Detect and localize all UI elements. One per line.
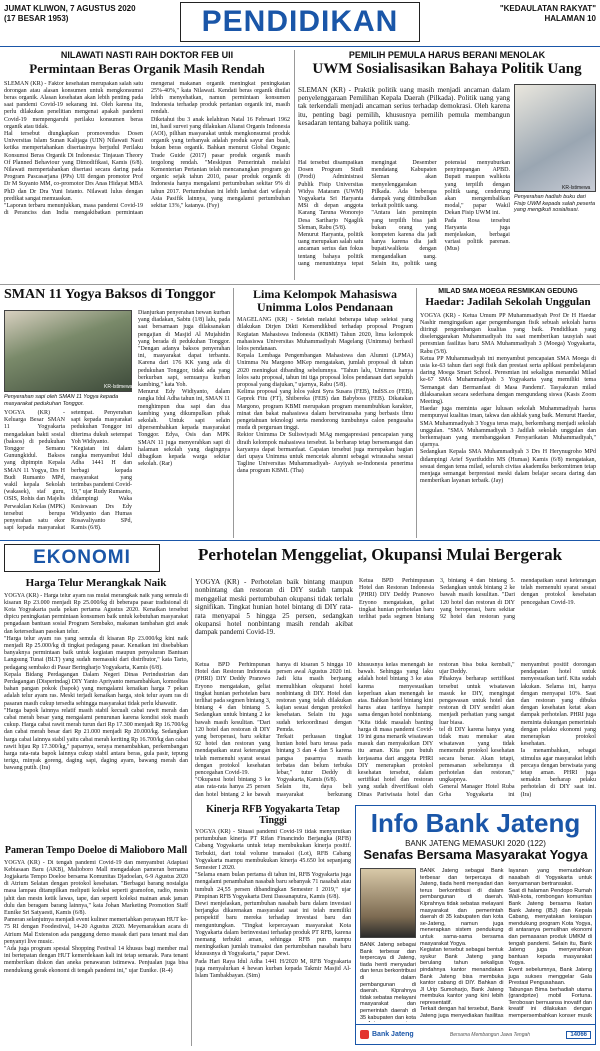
article-paragraph: "Antara lain pemimpin yang terpilih bisa jadi bukan orang yang kompeten karena dia jadi hanya karena dia jadi bupati/walikota dengan mengandalkan uang. Selain itu, politik uang potensial menyuburkan penyimpangan APBD. Bupati maupun walikota yang terpilih dengan politik uang, cenderung akan mengembalikan modal," papar Wakil Dekan Fisip UWM ini. <box>371 160 510 267</box>
article-lede: YOGYA (KR) - Perhotelan baik bintang maupun nonbintang dan restoran di DIY sudah tampak menggeliat meski pertumbuhan okupansi tidak terlalu signifikan. Tingkat hunian hotel bintang di DIY rata-rata menyapai 5 hingga 25 persen, sedangkan okupansi hotel nonbintang masih rendah akibat dampak pandemi Covid-19. <box>195 578 353 637</box>
article-beras-organik <box>4 50 290 282</box>
article-paragraph: Dianjurkan penyerahan hewan kurban yang diadakan, Sabtu (1/8) lalu, pada saat bersamaan juga dilaksanakan pengajian di Masjid Al Mujahidin yang berada di pedukuhan Tonggor. "Dengan adanya baksos penyerahan ini, masyarakat dapat terbantu. Karena dari 176 KK yang ada di pedukuhan Tonggor, tidak ada yang berkurban sapi, semuanya kurban kambing," kata Yoh. <box>138 310 230 389</box>
article-perhotelan <box>195 578 596 800</box>
article-paragraph: Ketua BPD Perhimpunan Hotel dan Restoran Indonesia (PHRI) DIY Deddy Pranowo Eryono mengatakan, geliat tingkat hunian perhotelan baru terlihat pada segmen bintang 3, bintang 4 dan bintang 5. Sedangkan untuk bintang 2 ke bawah masih kesulitan. "Dari 120 hotel dan restoran di DIY yang beroperasi, baru sekitar 92 hotel dan restoran yang mendapatkan surat keterangan telah memenuhi syarat sesuai dengan protokol kesehatan pencegahan Covid-19. <box>195 662 271 777</box>
article-headline: Haedar: Jadilah Sekolah Unggulan <box>425 296 591 308</box>
article-paragraph: Rektor Unimma Dr Suliswiyadi MAg mengapresiasi pencapaian yang diraih kelompok mahasiswa tersebut. Ia berharap tetap bersemangat dan karyanya dapat bermanfaat. Capaian tersebut juga merupakan bagian dari upaya Unimma untuk mencetak alumni sebagai wirausaha sesuai Tagline Universitas Muhammadiyah- Asyiyah se-Indonesia penerima dana program KBMI. (Tha) <box>237 432 413 475</box>
article-haedar <box>420 288 596 538</box>
publication-info <box>500 4 596 24</box>
article-paragraph: "Harga telur ayam ras yang semula di kisaran Rp 23.000/kg kini naik menjadi Rp 25.000/kg di tingkat pedagang pasar. Kenaikan ini disebabkan banyaknya permintaan baik untuk kegiatan maupun penyaluran Bantuan Langsung Tunai (BLT) yang sudah memasuki dari distributor," kata Tarto, pedagang sembako di Pasar Beringharjo Yogyakarta, Kamis (6/8). <box>4 635 188 671</box>
article-paragraph: "Kita tidak masalah banting harga di masa pandemi Covid-19 ini guna menarik wisatawan masuk dan menyaksikan DIY itu aman. Kita pun butuh kerjasama dari anggota PHRI DIY menerapkan protokol kesehatan tersebut, dalam sertifikat hotel dan restoran yang sudah diverifikasi oleh Dinas Pariwisata hotel dan restoran bisa buka kembali," ujar Deddy. <box>357 662 515 798</box>
article-body <box>4 860 188 1042</box>
advertorial-paragraph: Terkait dengan hal tersebut, Bank Jateng juga menyediakan fasilitas layanan yang memudahkan nasabah di Yogyakarta untuk kenyamanan bertransaksi. <box>420 868 592 1020</box>
article-unimma <box>237 288 413 538</box>
column-divider <box>294 50 295 280</box>
article-paragraph: Kepala Bidang Perdagangan Dalam Negeri Dinas Perindustrian dan Perdagangan (Disperindag) DIY Yanto Apriyanto menambahkan, komoditas bahan pangan pokok (bapok) yang mengalami kenaikan harga 7 pekan adalah telur ayam ras. Meski terjadi kenaikan harga, stok telur ayam ras di pasaran masih cukup tersedia sehingga masyarakat tidak perlu khawatir. <box>4 671 188 707</box>
column-divider <box>416 288 417 538</box>
article-politik-uang <box>298 50 596 282</box>
article-paragraph: "Selama enam bulan pertama di tahun ini, RFB Yogyakarta juga mengalami penambahan nasabah baru sebanyak 71 nasabah atau tumbuh 24,55 persen dibandingkan Semester I 2019," ujar Pimpinan RFB Yogyakarta Deni Dassanaputra, Kamis (6/8). <box>195 872 351 900</box>
article-sman11 <box>4 288 230 538</box>
issue-date <box>4 4 136 24</box>
bank-logo <box>360 1030 414 1039</box>
article-paragraph: Kelima proposal yang lolos yakni Syra Susara (FEB), IndSS.co (FEB), Geprek Fitu (FT), Shibereka (FEB) dan Babyboss (FEB). Dikatakan Margono, program KBMI merupakan program menumbuhkan karakter, minat dan bakat mahasiswa dalam berwirausaha yang berbasis ilmu pengetahuan teknologi serta mendorong tumbuhnya calon pengusaha muda di perguruan tinggi. <box>237 389 413 432</box>
advertorial-footer <box>356 1024 595 1044</box>
article-paragraph: tel di DIY karena hanya yang tidak mau menukar atau wisatawan yang tidak memenuhi protokol kesehatan secara benar. Akan tetapi, pemesanan sebelumnya di perhotelan dan restoran," ungkapnya. <box>439 726 515 784</box>
article-paragraph: Menurut Edy Widiyanto, dalam rangka Idul Adha tahun ini, SMAN 11 menghimpun dua sapi dan dua kambing yang dikumpulkan pihak sekolah. Untuk sapi selain dipersembahkan kepada masyarakat Tonggor. Edya, Osis dan MPK SMAN 11 juga menyerahkan sapi di halaman sekolah yang dagingnya dibagikan kepada warga sekitar sekolah. (Rar) <box>138 389 230 468</box>
page-header <box>0 0 600 48</box>
article-paragraph: Sedangkan Kepala SMA Muhammadiyah 3 Drs H Herynugroho MPd didampingi Arief Syarifuddin MS (Humas) Kamis (6/8) mengatakan, sesuai dengan tema milad, seluruh civitas akademika berkomitmen tetap menjaga semangat berprestasi meski dalam belajar secara daring dan memberikan layanan terbaik. (Jay) <box>420 449 596 485</box>
article-paragraph: Pada Rosa tersebut Haryanta juga menjelaskan, berbagai variasi politik parenan. (Mus) <box>444 217 510 253</box>
article-paragraph: General Manager Hotel Ruba Grha Yogyakarta ini menyambut positif dorongan pendapatan hotel untuk menyesuaikan tarif. Kita sudah lakukan. Selama ini, hanya dengan menyapai 10%. Saat dan restoran yang dibuka dengan kesehatan ketat akan dampak perhotelan. PHRI juga meminta dukungan pemerintah dengan pelaku ekonomi yang menerapkan protokol kesehatan. <box>439 662 596 798</box>
advertorial-kicker: BANK JATENG MEMASUKI 2020 (122) <box>405 839 546 848</box>
event-photo <box>514 84 596 192</box>
column-divider <box>191 578 192 1046</box>
article-headline: Lima Kelompok Mahasiswa Unimma Lolos Pendanaan <box>252 287 397 314</box>
article-kicker: PEMILIH PEMULA HARUS BERANI MENOLAK <box>348 50 546 60</box>
section-rule <box>0 540 600 541</box>
event-photo <box>4 310 132 392</box>
bank-phone: 14066 <box>566 1031 591 1039</box>
article-body-left <box>4 410 132 536</box>
photo-credit: KR-Istimewa <box>104 384 133 390</box>
article-paragraph: Pameran selanjutnya menjadi event kuliner memeriahkan perayaan HUT ke-75 RI dengan Foodestival, 14-20 Agustus 2020. Meyemarakkan acara di Atrium Mal Extension ada panggung demo masak dari para tenant mal dan penyanyi live music. <box>4 917 188 945</box>
article-pameran <box>4 846 188 1046</box>
article-paragraph: Terkait perluasan tingkat hunian hotel baru terasa pada bintang 3 dan 4 dan 5 karena pangsa pasarnya masih terbatas dan belum terbuka lebar," tutur Deddy di Yogyakarta, Kamis (6/8). <box>276 734 352 784</box>
director-portrait <box>360 868 416 938</box>
advertorial-paragraph: Kegiatan tersebut sebagai bentuk syukur Bank Jateng yang berulang tahun sekaligus pindahnya kantor menandakan Bank Jateng bisa membuka kantor cabang di DIY. Bahkan di Jl Urip Sumoharjo, Bank Jateng membuka kantor yang kini lebih representatif. <box>420 947 504 1006</box>
bank-tagline: Bersama Membangun Jawa Tengah <box>449 1031 531 1038</box>
photo-caption: Penyerahan hadiah buku dari Fisip UWM kepada salah peserta yang mengikuti sosialisasi. <box>514 194 596 213</box>
article-headline: Kinerja RFB Yogyakarta Tetap Tinggi <box>206 804 340 826</box>
article-paragraph: "Okupansi hotel bintang 3 ke atas rata-rata hanya 25 persen dan hotel bintang 2 ke bawah hanya di kisaran 5 hingga 10 persen awal Agustus 2020 ini. Jadi kita masih berjuang memulihkan okupansi hotel nonbintang di DIY. Hotel dan restoran yang telah dilakukan kajian sesuai dengan protokol kesehatan. Selain itu juga sudah terkoordinasi dengan Pemda. <box>195 662 352 798</box>
article-body <box>298 160 510 280</box>
article-lede: SLEMAN (KR) - Praktik politik uang masih menjadi ancaman dalam penyelenggaraan Pemilihan Kepala Daerah (Pilkada). Politik uang yang tak terkendali menjadi ancaman serius terhadap demokrasi. Oleh karena itu, penting bagi pemilih, khususnya pemilih pemula membangun kesadaran tentang bahaya politik uang. <box>298 86 510 127</box>
article-paragraph: Haedar juga meminta agar lulusan sekolah Muhammadiyah harus mempunyai kualitas iman, takwa dan akhlak yang baik. Menurut Haedar, SMA Muhammadiyah 3 Yogya terus maju, berkembang menjadi sekolah unggulan. "SMA Muhammadiyah 3 Jadilah sekolah unggulan dan berkemajuan yang membanggakan Persyarikatan Muhammadiyah," ujarnya. <box>420 406 596 449</box>
article-paragraph: Diketahui ibu 3 anak kelahiran Natal 16 Februari 1962 ini, hasil survei yang dilakukan Aliansi Organis Indonesia (AOI), pilihan masyarakat untuk mengkonsumsi produk organik yang terbanyak adalah produk sayur dan buah, bukan beras organik. Bahkan menurut Global Organic Trade Guide (2017) pasar produk organik masih tergolong rendah. "Meskipun Pemerintah melalui Kementerian Pertanian telah mencanangkan program go organic sejak tahun 2010, pasar produk organik di Indonesia hanya mengalami pertumbuhan sekitar 9% di tahun 2017. Pertumbuhan ini lebih lambat dari wilayah Asia Pasifik lainnya, yang mengalami pertumbuhan sekitar 13%," katanya. (Fsy) <box>151 116 290 210</box>
article-body <box>195 829 351 1051</box>
article-paragraph: Selain itu, daya beli masyarakat berkurang khususnya kelas menengah ke bawah. Sehingga yang laku adalah hotel bintang 3 ke atas karena menyesuaikan keperluan akan menengah ke atas. Bahkan hotel bintang kini harus atau tarifnya hampir sama dengan hotel nonbintang. <box>276 662 434 798</box>
article-paragraph: Ketua PP Muhammadiyah ini menyambut pencapaian SMA Moega di usia ke-63 tahun dari segi fisik dan prestasi serta aplikasi pembelajaran daring Moega Smart School. Peresmian ini sekaligus menandai Milad ke-67 SMA Muhammadiyah 3 Yogyakarta yang memiliki tema 'Semangat dan Bermanfaat di Masa Pandemi'. Tasyakuran milad dilaksanakan secara sederhana dengan mengundang siswa (Kasis Zoom Meeting). <box>420 355 596 405</box>
advertorial-paragraph: Tabungan Bima berhadiah utama (grandprize) mobil Fortuna. Terobosan bernuansa inovatif dan kreatif ini dilakukan dengan mempersembahkan konser musik <box>508 986 592 1020</box>
article-rfb <box>195 805 351 1046</box>
article-headline: SMAN 11 Yogya Baksos di Tonggor <box>4 287 216 302</box>
article-paragraph: YOGYA (KR) - Harga telur ayam ras mulai merangkak naik yang semula di kisaran Rp 23.000 menjadi Rp 25.000/kg di beberapa pasar tradisional di Kota Yogyakarta pada pekan pertama Agustus 2020. Kenaikan tersebut dipicu peningkatan permintaan konsumen baik untuk kebutuhan masyarakat pengadaan bantuan sosial Program Sembako, makanan tambahan gizi anak dan ketersediaan pasokan telur. <box>4 592 188 635</box>
page-number: HALAMAN 10 <box>544 14 596 23</box>
article-harga-telur <box>4 578 188 840</box>
article-paragraph: Ia menambahkan, sebagai stimulus agar masyarakat lebih percaya dengan berwisata yang tetap aman. PHRI juga semakin berharap pelaku perhotelan di DIY saat ini. (Ira) <box>520 748 596 798</box>
article-body <box>4 593 188 837</box>
article-paragraph: SLEMAN (KR) - Faktor kesehatan merupakan salah satu dorongan atau alasan konsumen untuk mengkonsumsi beras organik. Alasan kesehatan akan lebih penting pada saat pandemi Covid-19 sekarang ini. Oleh karena itu, perlu dilakukan penelitian mengenai apakah pandemi Covid-19 mempengaruhi perilaku konsumen beras organik atau tidak. <box>4 80 143 130</box>
article-paragraph: YOGYA (KR) - Di tengah pandemi Covid-19 dan menyambut Adaptasi Kebiasaan Baru (AKB), Malioboro Mall mengadakan pameran bernama Jogjakarta Tempo Doeloe bersama Komunitas Djadoelan, 6-9 Agustus 2020 di Atrium Selatan dengan protokol kesehatan. "Berbagai barang nostalgia masa lampau ditampilkan meliputi koleksi seperti gramofon, radio, mesin jahit dan mesin ketik lawas, tape, dan seperti koleksi mainan anak jaman dulu dan beragam barang lainnya," kata Johan Marketing Promotion Staff Eunike Sri Satyaesti, Kamis (6/8). <box>4 859 188 916</box>
article-body-right <box>138 310 230 536</box>
main-economy-headline: Perhotelan Menggeliat, Okupansi Mulai Bergerak <box>197 545 563 564</box>
advertorial-headline: Senafas Bersama Masyarakat Yogya <box>363 847 588 862</box>
advertorial-body <box>420 868 592 1022</box>
article-body <box>420 313 596 535</box>
bank-logo-icon <box>360 1030 369 1039</box>
bank-jateng-advertorial <box>355 805 596 1045</box>
publication-name: "KEDAULATAN RAKYAT" <box>499 4 596 13</box>
section-title-ekonomi: EKONOMI <box>4 544 160 572</box>
article-paragraph: Pihaknya berharap sertifikasi tersebut untuk wisatawan masuk ke DIY, mengingat pengawasan untuk hotel dan restoran di DIY sendiri akan menjadi perhatian yang sangat luar biasa. <box>439 676 515 726</box>
article-paragraph: "Laporan terbaru menunjukkan, masa pandemi Covid-19 di Peranciss dan India mengakibatkan permintaan mengenai makanan organik meningkat peningkatan 25%-40%," kata Nilawati. Kendati beras organik dinilai lebih menyehatkan, namun permintaan konsumen Indonesia terhadap produk pertanian organik ini, masih rendah. <box>4 80 290 217</box>
article-paragraph: Dewi menjelaskan, pertumbuhan nasabah baru dalam investasi berjangka dikarenakan masyarakat saat ini telah memiliki perspektif baru mereka terhadap investasi baru dan menguntungkan. "Tingkat kepercayaan masyarakat Kota Yogyakarta dalam berinvestasi terhadap produk PT RFB, karena memang terbukti aman, sehingga RFB pun mampu meningkatkan jumlah transaksi dan pertumbuhan nasabah baru khususnya di Yogyakarta," papar Dewi. <box>195 901 351 958</box>
photo-credit: KR-Istimewa <box>562 185 591 191</box>
article-body-top <box>359 578 596 658</box>
article-paragraph: Kepala Lembaga Pengembangan Mahasiswa dan Alumni (LPMA) Unimma Nu Margono MKep mengatakan, jumlah proposal di tahun 2020 meningkat dibanding sebelumnya. "Tahun lalu, Unimma hanya lolos satu proposal, tahun ini tiga proposal lolos pendanaan dari sepuluh proposal yang diajukan," ujarnya, Rabu (5/8). <box>237 353 413 389</box>
article-body <box>237 317 413 531</box>
article-paragraph: MAGELANG (KR) - Setelah melalui beberapa tahap seleksi yang dilakukan Dirjen Dikti Kemendikbud terhadap proposal Program Kegiatan Mahasiswa Indonesia (KBMI) Tahun 2020, lima kelompok mahasiswa Universitas Muhammadiyah Magelang (Unimma) berhasil lolos pendanaan. <box>237 317 413 352</box>
article-paragraph: Menurut Haryanta, politik uang merupakan salah satu ancaman serius dan fokus tentang bahaya politik uang menuntutnya tepat mengingat Desember mendatang Kabupaten Sleman akan menyelenggarakan Pilkada. Ada beberapa dampak yang ditimbulkan terkait politik uang. <box>298 160 437 267</box>
article-paragraph: "Kegiatan ini dalam rangka menyambut Idul Adha 1441 H dan berbagi kepada masyarakat yang terimbas pandemi Covid-19," ujar Rudy Rumanto, didampingi Waka Kesiswaan Drs Edy Widiyanto dan Humas Rosavaliyanto SPd, Kamis (6/8). <box>71 446 132 532</box>
article-paragraph: Hal tersebut diungkapkan promovendus Dosen Universitas Islam Sunan Kalijaga (UIN) Nilawati Nasti ketika mempertahankan disertasinya berjudul Perilaku Konsumsi Beras Organik Di Indonesia: Tinjauan Theory Of Planned Behaviour yang Dimodifikasi, Kamis (6/8). Nilawati mempertahankan disertasi secara daring pada Program Pascasarjana (PPs) UII dengan promotor Prof Dr M Suyanto MM, co-promotor Drs Anas Hidayat MBA PhD dan Dr Dra Yuni Istanto. Nilawati lulus dengan predikat sangat memuaskan. <box>4 131 143 202</box>
section-title: PENDIDIKAN <box>180 2 420 42</box>
photo-caption: Penyerahan sapi oleh SMAN 11 Yogya kepada masyarakat pedukuhan Tonggor. <box>4 394 119 407</box>
article-headline: UWM Sosialisasikan Bahaya Politik Uang <box>312 61 582 77</box>
advertorial-title: Info Bank Jateng <box>370 808 581 838</box>
article-paragraph: Pada Hari Raya Idul Adha 1441 H/2020 M, RFB Yogyakarta juga menyalurkan 4 hewan kurban kepada Takmir Masjid Al-Islam Tambakbayan. (Sim) <box>195 958 351 980</box>
article-body <box>195 662 596 800</box>
article-paragraph: YOGYA (KR) - Keluarga Besar SMAN 11 Yogyakarta mengadakan bakti sosial (baksos) di pedukuhan Tonggor Semanu Gunungkidul. Baksos yang dipimpin Kepala SMAN 11 Yogya, Drs H Budi Rumanto MPd, wakil kepala Sekolah (wakasek), staf guru, OSIS, Rohis dan Majelis Perwakilan Kelas (MPK) tersebut berupa penyerahan satu ekor sapi kepada masyarakat setempat. Penyerahan sapi kepada masyarakat pedukuhan Tonggor ini diterima dukuh setempat Yoh Widiyanto. <box>4 410 132 532</box>
date-line: JUMAT KLIWON, 7 AGUSTUS 2020 <box>4 4 136 13</box>
article-paragraph: YOGYA (KR) - Ketua Umum PP Muhammadiyah Prof Dr H Haedar Nashir mengingatkan agar pengembangan fisik sebuah sekolah harus diiringi pengembangan kualitas yang baik. Pendidikan yang diselenggarakan Muhammadiyah itu saat memberikan tausyiah saat peresmian fasilitas baru SMA Muhammadiyah 3 (Moega) Yogyakarta, Rabu (5/8). <box>420 312 596 355</box>
article-paragraph: "Ada juga program spesial Shopping Festival 14 khusus bagi member mal ini bertepatan dengan HUT kemerdekaan kali ini tetap semarak. Para tenant memberikan diskon dan aneka penawaran istimewa. Penjualan juga bisa mendukung gerak ekonomi di tengah pandemi ini," ujar Eunike. (R-4) <box>4 945 188 974</box>
header-rule <box>0 46 600 47</box>
article-body <box>4 81 290 279</box>
article-headline: Harga Telur Merangkak Naik <box>25 577 167 589</box>
article-kicker: MILAD SMA MOEGA RESMIKAN GEDUNG <box>438 288 578 295</box>
era-line: (17 BESAR 1953) <box>4 14 69 23</box>
column-divider <box>233 288 234 538</box>
advertorial-paragraph: BANK Jateng sebagai Bank terbesar dan terpercaya di Jateng, tiada henti menyadari dan terus berkontribusi di dalam pembangunan di daerah. Kiprahnya tidak sebatas melayani masyarakat dan pemerintah daerah di 35 kabupaten dan kota se-Jateng, namun juga menerapkan sistem pendukung untuk sama-sama bersama masyarakat Yogya. <box>420 868 504 947</box>
article-paragraph: "Harga bapok lainnya relatif masih stabil kecuali cabai rawit merah dan cabai merah besar yang mengalami penurunan karena kondisi stok masih cukup. Harga cabai rawit merah turun dari Rp 17.300 menjadi Rp 16.700/kg dan cabai merah besar dari Rp 21.000 menjadi Rp 20.000/kg. Sedangkan harga cabai lainnya stabil yaitu cabai merah keriting Rp 16.700/kg dan cabai rawit hijau Rp 17.300/kg," paparnya, seraya menambahkan, perkembangan harga rata-rata bapok lainnya cukup stabil antara beras, gula pasir, tepung terigu, minyak goreng, daging sapi, daging ayam, bawang merah dan bawang putih. (Ira) <box>4 707 188 772</box>
advertorial-paragraph: Saat di halaman Pendopo Rumah Wali-kota, rombongan komunitas Bank Jateng bersama Ikatan Bank Jateng (IBJ) dan Kepala Cabang, menyatakan kesiapan mendukung program Kota Yogya, di antaranya pemulihan ekonomi dan pemasaran produk UMKM di tengah pandemi. Selain itu, Bank Jateng juga menyerahkan bantuan kepada masyarakat Yogya. <box>508 887 592 967</box>
article-paragraph: Ketua BPD Perhimpunan Hotel dan Restoran Indonesia (PHRI) DIY Deddy Pranowo Eryono mengatakan, geliat tingkat hunian perhotelan baru terlihat pada segmen bintang 3, bintang 4 dan bintang 5. Sedangkan untuk bintang 2 ke bawah masih kesulitan. "Dari 120 hotel dan restoran di DIY yang beroperasi, baru sekitar 92 hotel dan restoran yang mendapatkan surat keterangan telah memenuhi syarat sesuai dengan protokol kesehatan pencegahan Covid-19. <box>359 578 596 621</box>
article-kicker: NILAWATI NASTI RAIH DOKTOR FEB UII <box>60 50 234 60</box>
article-paragraph: Hal tersebut disampaikan Dosen Program Studi (Prodi) Administrasi Publik Fisip Universitas Widya Mataram (UWM) Yogyakarta Sri Haryanta MSi di depan anggota Karang Taruna Wonorejo Desa Sariharjo Ngaglik Sleman, Rabu (5/8). <box>298 160 364 231</box>
advertorial-paragraph: Event sebelumnya, Bank Jateng juga sukses menggelar Gala Prestasi Pengusahaan. <box>508 966 592 987</box>
article-paragraph: YOGYA (KR) - Situasi pandemi Covid-19 tidak menyurutkan pertumbuhan kinerja PT Rifan Financindo Berjangka (RFB) Cabang Yogyakarta untuk tetap membukukan kinerja positif. Terbukti, dari total volume transaksi (Lot), RFB Cabang Yogyakarta mampu membukukan kinerja 45.650 lot sepanjang Semester I 2020. <box>195 829 351 872</box>
article-headline: Permintaan Beras Organik Masih Rendah <box>29 61 265 76</box>
row-divider <box>0 284 600 285</box>
bank-logo-text: Bank Jateng <box>372 1031 414 1038</box>
article-headline: Pameran Tempo Doeloe di Malioboro Mall <box>4 845 188 856</box>
advertorial-side-text: BANK Jateng sebagai Bank terbesar dan terpercaya di Jateng, tiada henti menyadari dan terus berkontribusi di dalam pembangunan di daerah. Kiprahnya tidak sebatas melayani masyarakat dan pemerintah daerah di 35 kabupaten dan kota <box>360 942 416 1021</box>
